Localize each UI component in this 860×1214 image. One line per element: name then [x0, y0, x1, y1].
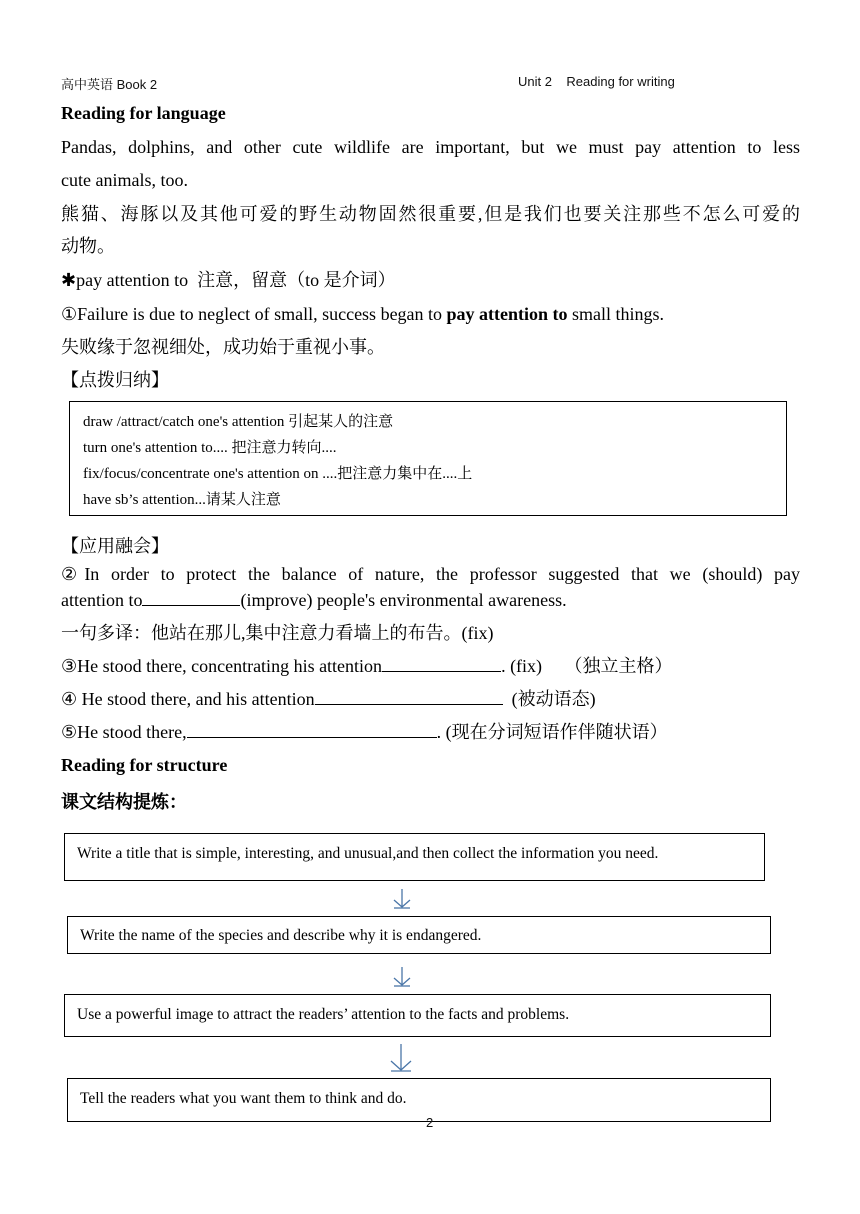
- apply-title: 【应用融会】: [61, 536, 169, 556]
- exercise-text: He stood there,: [77, 722, 187, 742]
- page-number: 2: [426, 1115, 434, 1130]
- tip-box: [69, 401, 787, 516]
- flow-step-text: Use a powerful image to attract the readers’ attention to the facts and problems.: [77, 1006, 570, 1023]
- example-text: small things.: [567, 304, 665, 324]
- tip-title: 【点拨归纳】: [61, 370, 169, 390]
- exercise-5: [61, 716, 668, 749]
- star-icon: ✱: [61, 270, 77, 290]
- exercise-number: ②: [61, 564, 85, 584]
- structure-subtitle: 课文结构提炼：: [61, 792, 187, 812]
- example-keyword: pay attention to: [446, 304, 568, 324]
- exercise-text: He stood there, and his attention: [77, 689, 315, 709]
- exercise-3: [61, 650, 673, 683]
- exercise-4: [61, 683, 596, 716]
- sentence-en-line2: cute animals, too.: [61, 170, 188, 190]
- example-1: [61, 298, 664, 331]
- phrase-text: pay attention to 注意，留意（to 是介词）: [76, 270, 396, 290]
- answer-blank[interactable]: [187, 723, 437, 738]
- down-arrow-icon: [392, 966, 412, 988]
- down-arrow-icon: [392, 888, 412, 910]
- exercise-text: . (fix) （独立主格）: [501, 656, 673, 676]
- tip-line-2: turn one's attention to.... 把注意力转向....: [83, 440, 337, 456]
- example-text: Failure is due to neglect of small, success began to: [77, 304, 447, 324]
- sentence-en-line1: Pandas, dolphins, and other cute wildlife are important, but we must pay attention to less: [61, 137, 800, 157]
- exercise-text: In order to protect the balance of nature, the professor suggested that we (should) pay: [84, 564, 800, 584]
- answer-blank[interactable]: [382, 657, 501, 672]
- flow-step-2: [67, 916, 771, 954]
- exercise-text: (improve) people's environmental awareness.: [240, 590, 567, 610]
- example-1-translation: 失败缘于忽视细处，成功始于重视小事。: [61, 337, 385, 357]
- flow-step-1: [64, 833, 765, 881]
- example-number: ①: [61, 304, 78, 324]
- multi-translation-title: 一句多译：他站在那儿,集中注意力看墙上的布告。(fix): [61, 623, 494, 643]
- exercise-number: ④: [61, 689, 78, 709]
- tip-line-3: fix/focus/concentrate one's attention on ....把注意力集中在....上: [83, 466, 473, 482]
- header-right: Unit 2 Reading for writing: [518, 74, 675, 89]
- exercise-text: (被动语态): [502, 689, 596, 709]
- sentence-zh-line1: 熊猫、海豚以及其他可爱的野生动物固然很重要,但是我们也要关注那些不怎么可爱的: [61, 204, 800, 224]
- exercise-number: ③: [61, 656, 78, 676]
- exercise-text: . (现在分词短语作伴随状语）: [436, 722, 668, 742]
- section-title-structure: Reading for structure: [61, 755, 228, 775]
- phrase-line: [61, 264, 396, 297]
- flow-step-text: Write a title that is simple, interesting, and unusual,and then collect the information you need.: [77, 845, 659, 862]
- exercise-text: He stood there, concentrating his attention: [77, 656, 383, 676]
- flow-step-text: Write the name of the species and describe why it is endangered.: [80, 927, 482, 944]
- header-left: 高中英语 Book 2: [61, 77, 158, 92]
- section-title-language: Reading for language: [61, 103, 226, 123]
- answer-blank[interactable]: [142, 591, 240, 606]
- flow-step-3: [64, 994, 771, 1037]
- flow-step-text: Tell the readers what you want them to think and do.: [80, 1090, 407, 1107]
- flow-step-4: [67, 1078, 771, 1122]
- tip-line-4: have sb’s attention...请某人注意: [83, 492, 281, 508]
- exercise-number: ⑤: [61, 722, 78, 742]
- exercise-text: attention to: [61, 590, 143, 610]
- sentence-zh-line2: 动物。: [61, 236, 115, 256]
- tip-line-1: draw /attract/catch one's attention 引起某人的注意: [83, 414, 394, 430]
- answer-blank[interactable]: [315, 690, 503, 705]
- exercise-2-line2: [61, 584, 567, 617]
- down-arrow-icon: [389, 1043, 413, 1073]
